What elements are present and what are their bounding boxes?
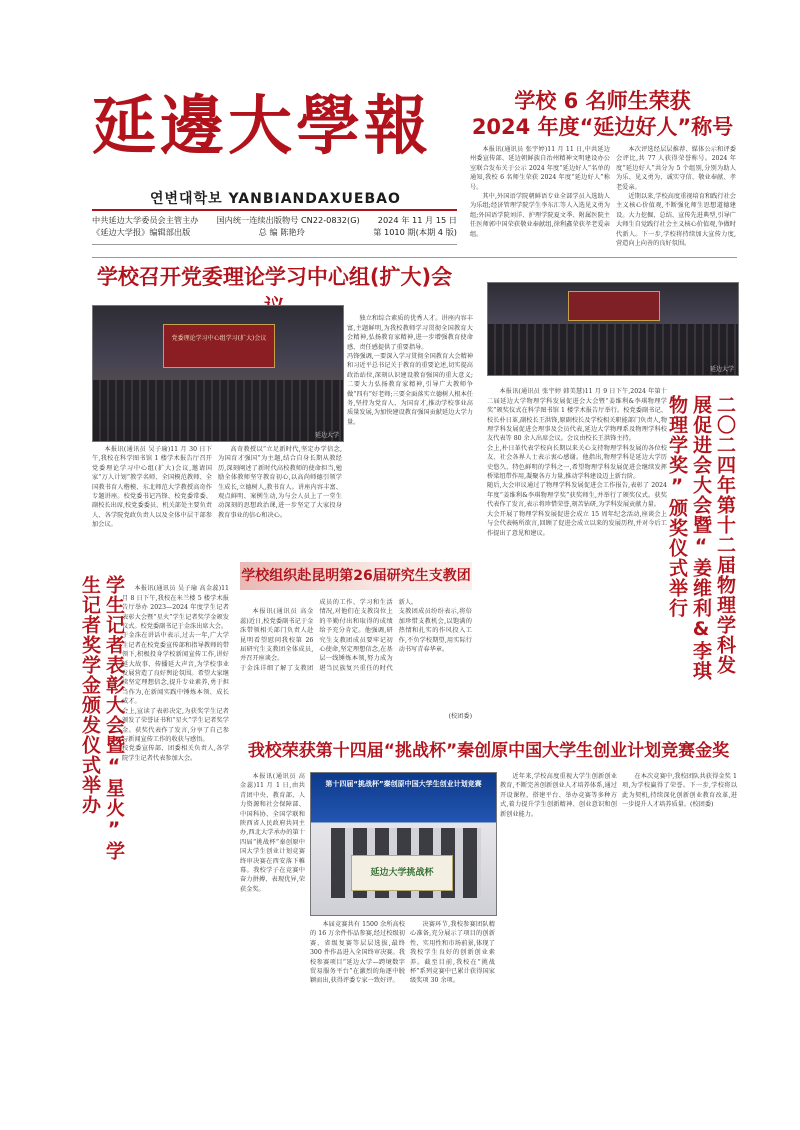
story-good-people-col2 bbox=[616, 145, 736, 252]
contest-story-headline: 我校荣获第十四届“挑战杯”秦创原中国大学生创业计划竞赛金奖 bbox=[247, 741, 730, 761]
paragraph: 本报讯(通讯员 张宇婷)11 月 11 日,中共延边州委宣传部、延边朝鲜族自治州精神文明建设办公室联合发布关于公示 2024 年度“延边好人”名单的通知,我校 6 名师生荣获 2024 年度“延边好人”称号。 bbox=[470, 146, 610, 191]
main-story-col2 bbox=[218, 445, 342, 555]
paragraph: 本报讯(通讯员 高金蕊)11 月 1 日,由共青团中央、教育部、人力资源和社会保障部、中国科协、全国学联和陕西省人民政府共同主办,西北大学承办的第十四届“挑战杯”秦创原中国大学生创业计划竞赛终审决赛在西安落下帷幕。我校学子在竞赛中奋力拼搏、表现优异,荣获金奖。 bbox=[240, 773, 305, 893]
meeting-screen-text: 党委理论学习中心组学习(扩大)会议 bbox=[171, 335, 267, 342]
contest-photo bbox=[310, 772, 497, 916]
paragraph: 决赛环节,我校参赛团队精心准备,充分展示了项目的创新性、实用性和市场前景,体现了我校学生良好的创新创业素养。截至目前,我校在“挑战杯”系列竞赛中已累计获得国家级奖项 30 余项。 bbox=[410, 921, 495, 985]
info-editor-dept: 《延边大学报》编辑部出版 bbox=[92, 227, 191, 237]
main-story-col3 bbox=[347, 305, 473, 555]
masthead-divider bbox=[92, 209, 457, 211]
photo-credit: 延边大学 bbox=[709, 366, 734, 373]
contest-col5 bbox=[622, 772, 737, 1027]
info-divider bbox=[92, 244, 457, 245]
info-date: 2024 年 11 月 15 日 bbox=[377, 215, 457, 225]
info-sponsor: 中共延边大学委员会主管主办 bbox=[92, 215, 199, 225]
info-chief: 总 编 陈艳玲 bbox=[258, 227, 305, 237]
publication-info bbox=[92, 214, 457, 238]
story-good-people-headline bbox=[470, 88, 735, 140]
paragraph: 独立和综合素质的优秀人才。讲座内容丰富,主题鲜明,为我校教师学习贯彻全国教育大会精神,弘扬教育家精神,进一步增强教育使命感、责任感提供了重要指导。 冯锋强调,一要深入学习贯彻全国教育大会精神和习近平总书记关于教育的重要论述,切实提高政治站位,深刻认识建设教育强国的重大意义;二要大力弘扬教育家精神,引导广大教师争做“四有”好老师;三要全面落实立德树人根本任务,坚持为党育人、为国育才,推动学校事业高质量发展,为加快建设教育强国贡献延边大学力量。 bbox=[347, 315, 473, 426]
support-story-headline: 学校组织赴昆明第26届研究生支教团 bbox=[240, 562, 472, 590]
paragraph: 在本次竞赛中,我校团队共获得金奖 1 项,为学校赢得了荣誉。下一步,学校将以此为契机,持续深化创新创业教育改革,进一步提升人才培养质量。(校团委) bbox=[622, 773, 737, 809]
section-divider bbox=[92, 257, 737, 258]
newspaper-masthead: 延邊大學報 bbox=[92, 89, 432, 164]
paragraph: 高奇教授以“立足新时代,坚定办学信念,为国育才强国”为主题,结合自身长期从教经历,深刻阐述了新时代高校教师的使命担当,勉励全体教师坚守教育初心,以高尚师德引领学生成长,立德树人,教书育人。讲座内容丰富、观点鲜明、案例生动,为与会人员上了一堂生动深刻的思想政治课,进一步坚定了大家投身教育事业的信心和决心。 bbox=[218, 446, 342, 519]
contest-flag: 延边大学挑战杯 bbox=[351, 855, 453, 891]
physics-photo bbox=[487, 282, 739, 376]
paragraph: 本报讯(通讯员 高金蕊)近日,校党委副书记于金洙带领相关部门负责人赴昆明看望慰问我校第 26 届研究生支教团全体成员,并召开座谈会。 于金洙详细了解了支教团成员的工作、学习和生活情况,对他们在支教岗位上的辛勤付出和取得的成绩给予充分肯定。他强调,研究生支教团成员要牢记初心使命,坚定理想信念,在基层一线锤炼本领,努力成为堪当民族复兴重任的时代新人。 支教团成员纷纷表示,将倍加珍惜支教机会,以饱满的热情和扎实的作风投入工作,不负学校期望,用实际行动书写青春华章。 bbox=[240, 599, 472, 672]
paragraph: 近期以来,学校高度重视培育和践行社会主义核心价值观,不断强化师生思想道德建设。大力挖掘、总结、宣传先进典型,引导广大师生自觉践行社会主义核心价值观,争做时代新人。下一步,学校将持续加大宣传力度,营造向上向善的良好氛围。 bbox=[616, 193, 736, 248]
stage-screen bbox=[568, 291, 660, 321]
meeting-photo bbox=[92, 305, 344, 442]
contest-banner-text: 第十四届“挑战杯”秦创原中国大学生创业计划竞赛 bbox=[325, 780, 482, 788]
contest-col2 bbox=[310, 920, 405, 1030]
paragraph: 本届竞赛共有 1500 余所高校的 16 万余件作品参赛,经过校级初赛、省级复赛等层层选拔,最终 300 件作品进入全国终审决赛。我校参赛项目“延边大学—跨境数字贸易服务平台”在激烈的角逐中脱颖而出,获得评委专家一致好评。 bbox=[310, 921, 405, 985]
main-story-headline: 学校召开党委理论学习中心组(扩大)会 bbox=[96, 265, 453, 289]
support-story-text bbox=[240, 598, 472, 708]
contest-col1 bbox=[240, 772, 305, 1022]
info-serial: 国内统一连续出版物号 CN22-0832(G) bbox=[216, 215, 360, 225]
headline-line-2: 2024 年度“延边好人”称号 bbox=[471, 115, 734, 139]
paragraph: 本报讯(通讯员 吴子瑜)11 月 30 日下午,我校在科学图书馆 1 楼学术报告厅召开党委理论学习中心组(扩大)会议,邀请国家“万人计划”教学名师、全国模范教师、全国教书育人楷模、东北师范大学教授高奇作专题讲座。校党委书记冯锋、校党委常委、副校长出席,校党委委员、机关部处主要负责人、各学院党政负责人以及全体中层干部参加会议。 bbox=[92, 446, 212, 529]
support-story-source: (校团委) bbox=[448, 713, 472, 720]
contest-col4 bbox=[500, 772, 617, 1027]
main-story-col1 bbox=[92, 445, 212, 555]
audience-seats bbox=[93, 380, 343, 441]
headline-line-1: 学校 6 名师生荣获 bbox=[514, 89, 691, 113]
meeting-screen bbox=[163, 324, 275, 368]
story-good-people-col1 bbox=[470, 145, 610, 252]
journalist-story-text bbox=[122, 575, 229, 1030]
audience-seats bbox=[488, 324, 738, 375]
physics-story-text bbox=[487, 378, 667, 673]
info-issue: 第 1010 期(本期 4 版) bbox=[373, 227, 457, 237]
paragraph: 本次评选经层层推荐、媒体公示和评委会评比,共 77 人获得荣誉称号。2024 年度“延边好人”共分为 5 个组别,分别为助人为乐、见义勇为、诚实守信、敬业奉献、孝老爱亲。 bbox=[616, 146, 736, 191]
physics-vertical-headline: 二〇二四年第十二届物理学科发展促进会大会暨“姜维利&李琪物理学奖”颁奖仪式举行 bbox=[666, 395, 736, 681]
newspaper-subtitle: 연변대학보 YANBIANDAXUEBAO bbox=[150, 191, 401, 207]
paragraph: 其中,外国语学院朝鲜语专业全部学员入选助人为乐组;经济管理学院学生李东汇等人入选见义勇为组;外国语学院刘洋、护理学院夏文季、附属医院主任医师郭中国荣获敬业奉献组,徐利鑫荣获孝老爱亲组。 bbox=[470, 193, 610, 238]
paragraph: 本报讯(通讯员 张宇婷 韩美慧)11 月 9 日下午,2024 年第十二届延边大学物理学科发展促进会大会暨“姜维利&李琪物理学奖”颁奖仪式在科学图书馆 1 楼学术报告厅举行。校党委副书记、校长朴日革,副校长王洪锋,原副校长及学校相关职能部门负责人,物理学科发展促进会理事及会员代表,延边大学物理系及物理学科校友代表等 80 余人出席会议。会议由校长王洪锋主持。 会上,朴日革代表学校向长期以来关心支持物理学科发展的各位校友、社会各界人士表示衷心感谢。他指出,物理学科是延边大学历史悠久、特色鲜明的学科之一,希望物理学科发展促进会继续发挥桥梁纽带作用,凝聚各方力量,推动学科建设迈上新台阶。 随后,大会审议通过了物理学科发展促进会工作报告,表彰了 2024 年度“姜维利&李琪物理学奖”获奖师生,并举行了颁奖仪式。获奖代表作了发言,表示将珍惜荣誉,刻苦钻研,为学科发展贡献力量。 大会开展了物理学科发展促进会成立 15 周年纪念活动,座谈会上与会代表畅所欲言,回顾了促进会成立以来的发展历程,并对今后工作提出了意见和建议。 bbox=[487, 388, 667, 537]
journalist-vertical-headline: 学生记者表彰大会暨“星火”学生记者奖学金颁发仪式举办 bbox=[79, 575, 125, 861]
photo-credit: 延边大学 bbox=[314, 432, 339, 439]
contest-col3 bbox=[410, 920, 495, 1030]
paragraph: 本报讯(通讯员 吴子瑜 高金蕊)11 月 8 日下午,我校在米兰楼 5 楼学术报告厅举办 2023—2024 年度学生记者表彰大会暨“星火”学生记者奖学金颁发仪式。校党委副书记于金洙出席大会。 于金洙在讲话中表示,过去一年,广大学生记者在校党委宣传部和指导教师的带领下,积极投身学校新闻宣传工作,讲好延大故事、传播延大声音,为学校事业发展营造了良好舆论氛围。希望大家继续坚定理想信念,提升专业素养,勇于担当作为,在新闻实践中锤炼本领、成长成才。 会上,宣读了表彰决定,为获奖学生记者颁发了荣誉证书和“星火”学生记者奖学金。获奖代表作了发言,分享了自己参与新闻宣传工作的收获与感悟。 校党委宣传部、团委相关负责人,各学院学生记者代表参加大会。 bbox=[122, 585, 229, 762]
paragraph: 近年来,学校高度重视大学生创新创业教育,不断完善创新创业人才培养体系,通过开设课程、搭建平台、举办竞赛等多种方式,着力提升学生创新精神、创业意识和创新创业能力。 bbox=[500, 773, 617, 818]
